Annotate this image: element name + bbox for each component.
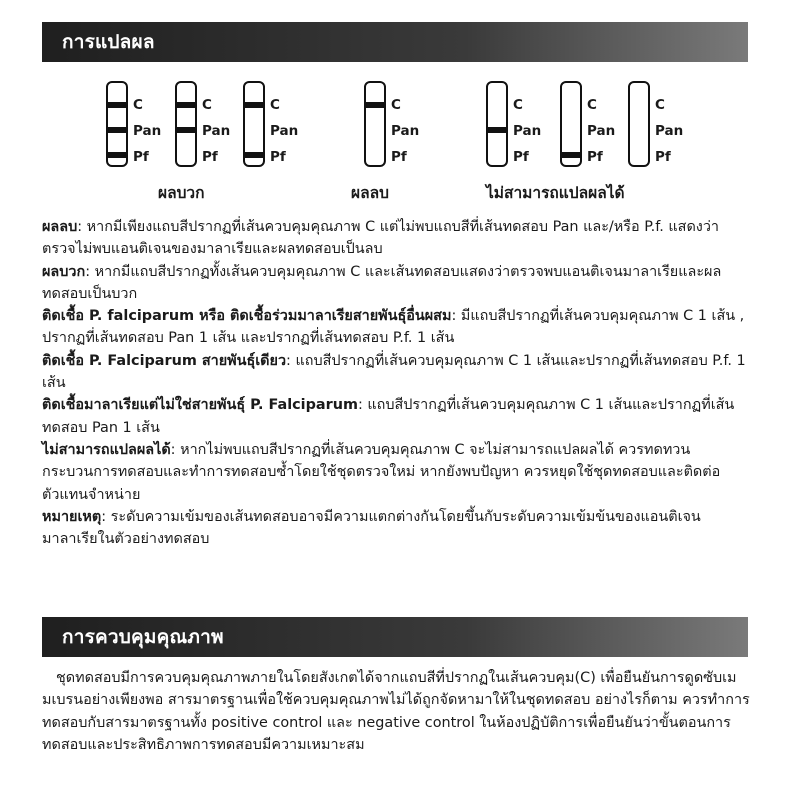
- strip-line-labels: [202, 92, 230, 170]
- result-definition: [42, 216, 752, 261]
- result-description: : หากมีแถบสีปรากฏทั้งเส้นควบคุมคุณภาพ C และเส้นทดสอบแสดงว่าตรวจพบแอนติเจนมาลาเรียและผลทดสอบเป็นบวก: [42, 263, 722, 302]
- test-strip: [364, 81, 386, 167]
- strip-band-c: [106, 102, 128, 108]
- result-term: ติดเชื้อ P. falciparum หรือ ติดเชื้อร่วมมาลาเรียสายพันธุ์อื่นผสม: [42, 308, 452, 325]
- result-definition: [42, 261, 752, 306]
- strip-line-labels: [513, 92, 541, 170]
- test-strip: [175, 81, 197, 167]
- test-strip: [560, 81, 582, 167]
- result-definition: [42, 394, 752, 439]
- group-label: ไม่สามารถแปลผลได้: [486, 184, 625, 202]
- strip-line-labels: [587, 92, 615, 170]
- line-label: C: [202, 97, 212, 113]
- line-label: Pf: [270, 149, 286, 165]
- line-label: Pan: [587, 123, 616, 139]
- line-label: Pan: [133, 123, 162, 139]
- result-definition: [42, 350, 752, 395]
- strip-line-labels: [391, 92, 419, 170]
- qc-header: [42, 617, 748, 657]
- line-label: Pf: [655, 149, 671, 165]
- line-label: Pf: [587, 149, 603, 165]
- strip-band-pf: [106, 152, 128, 158]
- strip-band-c: [364, 102, 386, 108]
- result-term: ไม่สามารถแปลผลได้: [42, 441, 171, 458]
- line-label: Pf: [391, 149, 407, 165]
- qc-title: การควบคุมคุณภาพ: [62, 626, 224, 648]
- test-strip-diagram: [0, 70, 800, 210]
- line-label: C: [391, 97, 401, 113]
- strip-band-pf: [560, 152, 582, 158]
- result-definition: [42, 506, 752, 551]
- line-label: Pan: [513, 123, 542, 139]
- result-description: : มีแถบสีปรากฏที่เส้นควบคุมคุณภาพ C 1 เส้น , ปรากฏที่เส้นทดสอบ Pan 1 เส้น และปรากฏที่เส้นทดสอบ P.f. 1 เส้น: [42, 308, 745, 347]
- line-label: Pan: [270, 123, 299, 139]
- line-label: Pf: [133, 149, 149, 165]
- test-strip: [106, 81, 128, 167]
- line-label: Pan: [655, 123, 684, 139]
- strip-band-c: [243, 102, 265, 108]
- strip-line-labels: [655, 92, 683, 170]
- result-description: : แถบสีปรากฏที่เส้นควบคุมคุณภาพ C 1 เส้นและปรากฏที่เส้นทดสอบ Pan 1 เส้น: [42, 397, 735, 436]
- line-label: C: [513, 97, 523, 113]
- line-label: Pf: [202, 149, 218, 165]
- line-label: Pan: [391, 123, 420, 139]
- test-strip: [628, 81, 650, 167]
- line-label: C: [270, 97, 280, 113]
- interpretation-header: [42, 22, 748, 62]
- result-term: ผลบวก: [42, 263, 86, 280]
- result-term: หมายเหตุ: [42, 508, 102, 525]
- result-definition: [42, 439, 752, 506]
- result-term: ติดเชื้อมาลาเรียแต่ไม่ใช่สายพันธุ์ P. Falciparum: [42, 397, 358, 414]
- results-text: [42, 216, 752, 550]
- strip-band-pan: [486, 127, 508, 133]
- test-strip: [243, 81, 265, 167]
- result-description: : ระดับความเข้มของเส้นทดสอบอาจมีความแตกต่างกันโดยขึ้นกับระดับความเข้มข้นของแอนติเจนมาลาเรียในตัวอย่างทดสอบ: [42, 508, 701, 548]
- line-label: Pan: [202, 123, 231, 139]
- qc-paragraph: ชุดทดสอบมีการควบคุมคุณภาพภายในโดยสังเกตได้จากแถบสีที่ปรากฏในเส้นควบคุม(C) เพื่อยืนยันการดูดซับเมมเบรนอย่างเพียงพอ สารมาตรฐานเพื่อใช้ควบคุมคุณภาพไม่ได้ถูกจัดหามาให้ในชุดทดสอบ อย่างไรก็ตาม ควรทำการทดสอบกับสารมาตรฐานทั้ง positive control และ negative control ในห้องปฏิบัติการเพื่อยืนยันว่าขั้นตอนการทดสอบและประสิทธิภาพการทดสอบมีความเหมาะสม: [42, 670, 750, 753]
- result-definition: [42, 305, 752, 350]
- strip-band-pan: [106, 127, 128, 133]
- result-term: ติดเชื้อ P. Falciparum สายพันธุ์เดียว: [42, 352, 287, 369]
- line-label: Pf: [513, 149, 529, 165]
- interpretation-title: การแปลผล: [62, 31, 155, 53]
- result-term: ผลลบ: [42, 219, 78, 235]
- strip-band-pf: [243, 152, 265, 158]
- line-label: C: [587, 97, 597, 113]
- result-description: : แถบสีปรากฏที่เส้นควบคุมคุณภาพ C 1 เส้นและปรากฏที่เส้นทดสอบ P.f. 1 เส้น: [42, 352, 746, 392]
- line-label: C: [655, 97, 665, 113]
- strip-line-labels: [270, 92, 298, 170]
- strip-band-pan: [175, 127, 197, 133]
- strip-band-c: [175, 102, 197, 108]
- line-label: C: [133, 97, 143, 113]
- test-strip: [486, 81, 508, 167]
- group-label: ผลบวก: [158, 184, 205, 202]
- strip-line-labels: [133, 92, 161, 170]
- result-description: : หากไม่พบแถบสีปรากฏที่เส้นควบคุมคุณภาพ C จะไม่สามารถแปลผลได้ ควรทดทวนกระบวนการทดสอบและทำการทดสอบซ้ำโดยใช้ชุดตรวจใหม่ หากยังพบปัญหา ควรหยุดใช้ชุดทดสอบและติดต่อตัวแทนจำหน่าย: [42, 441, 721, 503]
- result-description: : หากมีเพียงแถบสีปรากฏที่เส้นควบคุมคุณภาพ C แต่ไม่พบแถบสีที่เส้นทดสอบ Pan และ/หรือ P.f. แสดงว่าตรวจไม่พบแอนติเจนของมาลาเรียและผลทดสอบเป็นลบ: [42, 219, 719, 258]
- group-label: ผลลบ: [351, 184, 389, 202]
